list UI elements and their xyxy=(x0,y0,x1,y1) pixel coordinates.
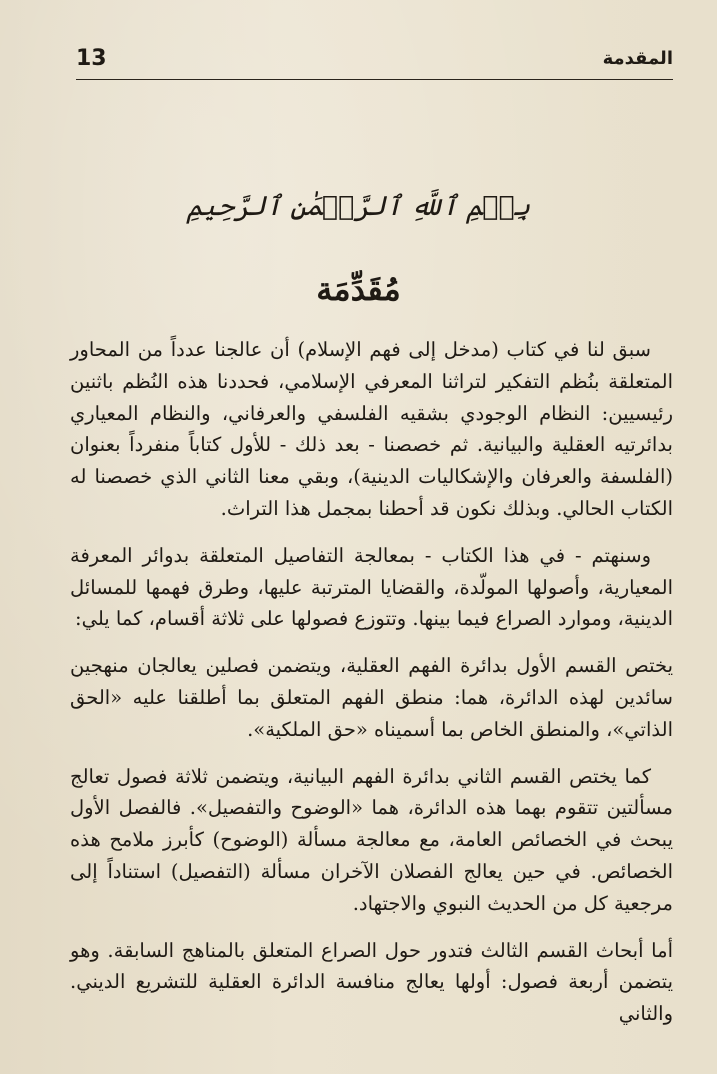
basmala: بِسۡمِ ٱللَّهِ ٱلرَّحۡمَٰنِ ٱلرَّحِيمِ xyxy=(186,191,531,222)
page-header xyxy=(76,46,673,76)
page-number: 13 xyxy=(76,46,107,71)
paragraph: كما يختص القسم الثاني بدائرة الفهم البيانية، ويتضمن ثلاثة فصول تعالج مسألتين تتقوم بهما هذه الدائرة، هما «الوضوح والتفصيل». فالفصل الأول يبحث في الخصائص العامة، مع معالجة مسألة (الوضوح) كأبرز ملامح هذه الخصائص. في حين يعالج الفصلان الآخران مسألة (التفصيل) استناداً إلى مرجعية كل من الحديث النبوي والاجتهاد. xyxy=(70,764,673,915)
paragraph: سبق لنا في كتاب (مدخل إلى فهم الإسلام) أن عالجنا عدداً من المحاور المتعلقة بنُظم التفكير لتراثنا المعرفي الإسلامي، فحددنا هذه النُظم باثنين رئيسيين: النظام الوجودي بشقيه الفلسفي والعرفاني، والنظام المعياري بدائرتيه العقلية والبيانية. ثم خصصنا - بعد ذلك - للأول كتاباً منفرداً بعنوان (الفلسفة والعرفان والإشكاليات الدينية)، وبقي معنا الثاني الذي خصصنا له الكتاب الحالي. وبذلك نكون قد أحطنا بمجمل هذا التراث. xyxy=(70,338,673,520)
running-head: المقدمة xyxy=(602,48,673,69)
header-rule xyxy=(76,79,673,80)
section-title: مُقَدِّمَة xyxy=(316,270,401,308)
paragraph: أما أبحاث القسم الثالث فتدور حول الصراع المتعلق بالمناهج السابقة. وهو يتضمن أربعة فصول: أولها يعالج منافسة الدائرة العقلية للتشريع الديني. والثاني xyxy=(70,938,673,1026)
paragraph: يختص القسم الأول بدائرة الفهم العقلية، ويتضمن فصلين يعالجان منهجين سائدين لهذه الدائرة، هما: منطق الفهم المتعلق بما أطلقنا عليه «الحق الذاتي»، والمنطق الخاص بما أسميناه «حق الملكية». xyxy=(70,654,673,741)
body-text xyxy=(70,334,673,1045)
paragraph: وسنهتم - في هذا الكتاب - بمعالجة التفاصيل المتعلقة بدوائر المعرفة المعيارية، وأصولها المولّدة، والقضايا المترتبة عليها، وطرق فهمها للمسائل الدينية، وموارد الصراع فيما بينها. وتتوزع فصولها على ثلاثة أقسام، كما يلي: xyxy=(70,543,673,631)
